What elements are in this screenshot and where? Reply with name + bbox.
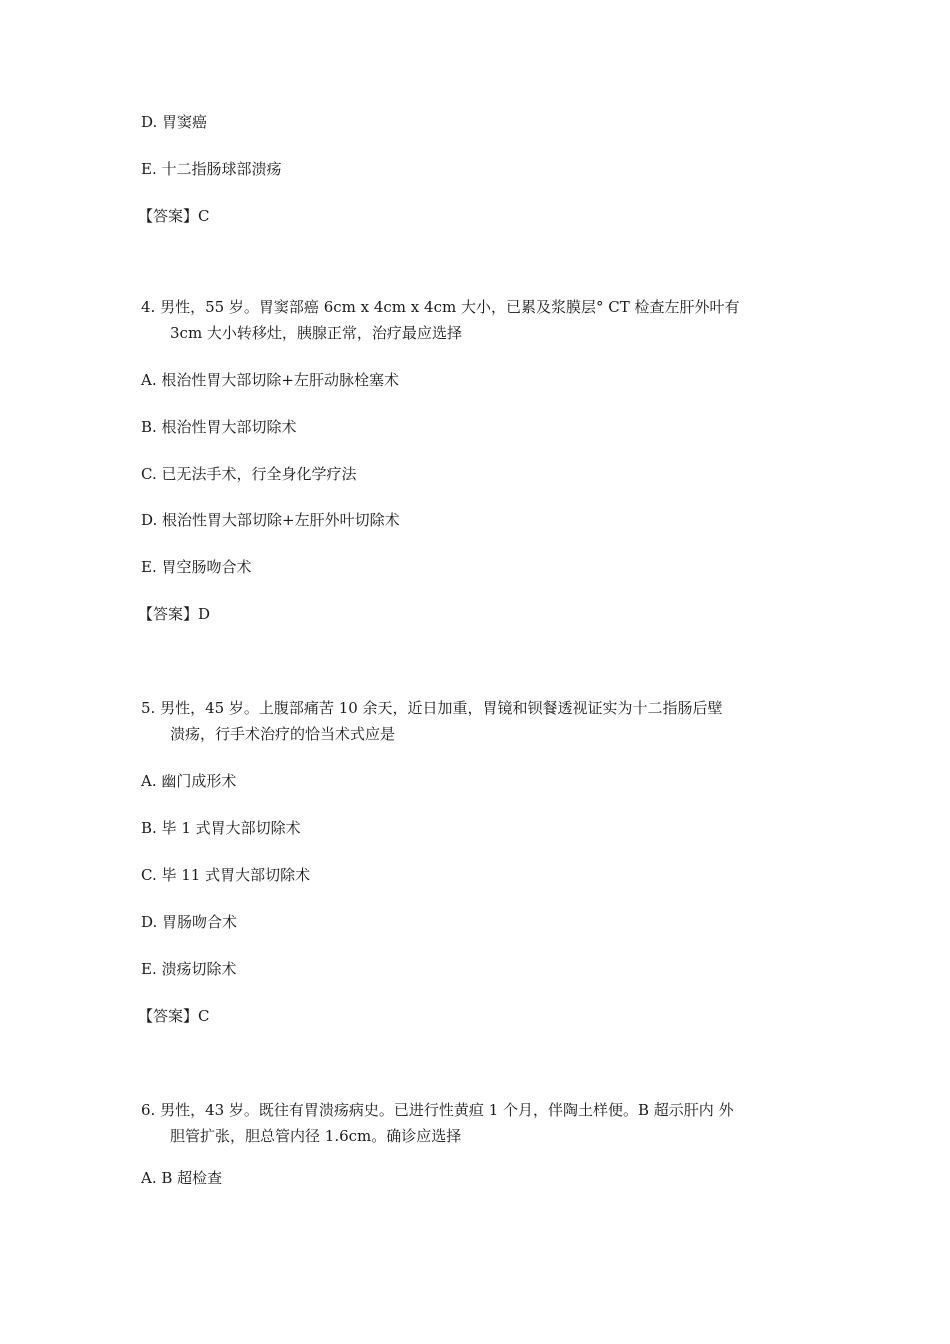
question-4-option-c: C. 已无法手术，行全身化学疗法 (141, 465, 357, 483)
question-5-option-a: A. 幽门成形术 (141, 772, 237, 790)
question-5-answer: 【答案】C (138, 1007, 210, 1025)
answer-label: 【答案】C (138, 207, 210, 225)
question-6-stem-line1: 6. 男性，43 岁。既往有胃溃疡病史。已进行性黄疸 1 个月，伴陶土样便。B 超示肝内 外 (141, 1101, 734, 1119)
question-5-option-d: D. 胃肠吻合术 (141, 913, 238, 931)
question-4-answer: 【答案】D (138, 605, 211, 623)
question-4-option-b: B. 根治性胃大部切除术 (141, 418, 297, 436)
question-4-option-d: D. 根治性胃大部切除+左肝外叶切除术 (141, 511, 400, 529)
question-6-stem-line2: 胆管扩张，胆总管内径 1.6cm。确诊应选择 (170, 1127, 462, 1145)
question-4-stem-line2: 3cm 大小转移灶，胰腺正常，治疗最应选择 (170, 324, 462, 342)
option-e: E. 十二指肠球部溃疡 (141, 160, 282, 178)
question-6-option-a: A. B 超检查 (141, 1169, 223, 1187)
option-d: D. 胃窦癌 (141, 113, 208, 131)
question-4-option-e: E. 胃空肠吻合术 (141, 558, 252, 576)
question-5-stem-line1: 5. 男性，45 岁。上腹部痛苦 10 余天，近日加重，胃镜和钡餐透视证实为十二指肠后壁 (141, 699, 723, 717)
question-5-option-e: E. 溃疡切除术 (141, 960, 237, 978)
question-5-stem-line2: 溃疡，行手术治疗的恰当术式应是 (170, 725, 396, 743)
question-5-option-b: B. 毕 1 式胃大部切除术 (141, 819, 301, 837)
question-5-option-c: C. 毕 11 式胃大部切除术 (141, 866, 311, 884)
question-4-stem-line1: 4. 男性，55 岁。胃窦部癌 6cm x 4cm x 4cm 大小，已累及浆膜层° CT 检查左肝外叶有 (141, 298, 740, 316)
question-4-option-a: A. 根治性胃大部切除+左肝动脉栓塞术 (141, 371, 399, 389)
